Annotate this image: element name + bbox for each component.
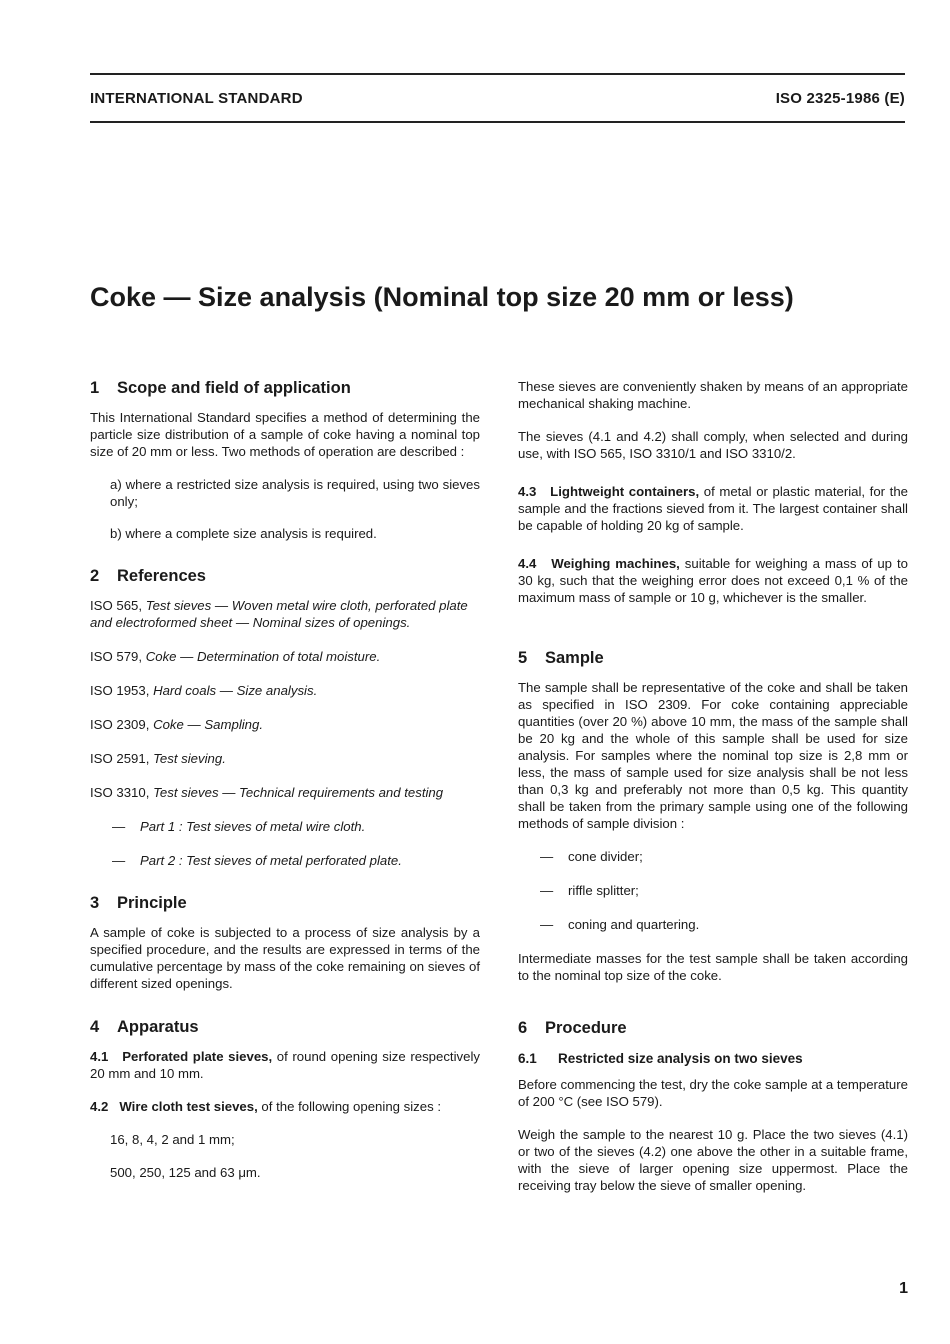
header-rule (90, 121, 905, 123)
compliance-paragraph: The sieves (4.1 and 4.2) shall comply, when selected and during use, with ISO 565, ISO 3310/1 and ISO 3310/2. (518, 429, 908, 461)
reference-iso579: ISO 579, Coke — Determination of total moisture. (90, 649, 381, 664)
section-title: References (117, 567, 206, 585)
section-title: Scope and field of application (117, 379, 351, 397)
sample-method-3: — coning and quartering. (540, 917, 700, 932)
sieve-sizes-um: 500, 250, 125 and 63 μm. (110, 1165, 261, 1180)
reference-iso565: ISO 565, Test sieves — Woven metal wire cloth, perforated plate and electroformed sheet — Nominal sizes of openings. (90, 598, 468, 630)
section-1-heading (90, 378, 480, 398)
principle-paragraph: A sample of coke is subjected to a process of size analysis by a specified procedure, and the results are expressed in terms of the cumulative percentage by mass of the coke remaining on sieves of different sized openings. (90, 925, 480, 991)
intermediate-masses-paragraph: Intermediate masses for the test sample shall be taken according to the nominal top size of the coke. (518, 951, 908, 983)
header-standard-label: INTERNATIONAL STANDARD (90, 90, 303, 107)
subsection-6-1-heading: 6.1 Restricted size analysis on two sieves (518, 1051, 803, 1066)
section-number: 6 (518, 1019, 528, 1037)
section-number: 5 (518, 649, 528, 667)
left-column (90, 378, 480, 1197)
scope-item-a: a) where a restricted size analysis is required, using two sieves only; (110, 477, 480, 509)
section-5-heading (518, 648, 908, 668)
sample-method-1: — cone divider; (540, 849, 643, 864)
scope-item-b: b) where a complete size analysis is required. (110, 526, 377, 541)
section-number: 4 (90, 1018, 100, 1036)
header-standard-number: ISO 2325-1986 (E) (775, 90, 905, 107)
shaking-paragraph: These sieves are conveniently shaken by means of an appropriate mechanical shaking machine. (518, 379, 908, 411)
section-title: Procedure (545, 1019, 627, 1037)
apparatus-item-4-3: 4.3 Lightweight containers, of metal or plastic material, for the sample and the fractions sieved from it. The largest container shall be capable of holding 20 kg of sample. (518, 484, 909, 533)
section-title: Principle (117, 894, 187, 912)
section-number: 2 (90, 567, 100, 585)
apparatus-item-4-4: 4.4 Weighing machines, suitable for weighing a mass of up to 30 kg, such that the weighing error does not exceed 0,1 % of the maximum mass of sample or 10 g, whichever is the smaller. (518, 556, 908, 605)
page-number: 1 (899, 1280, 908, 1297)
document-title: Coke — Size analysis (Nominal top size 20 mm or less) (90, 282, 794, 312)
procedure-weighing-paragraph: Weigh the sample to the nearest 10 g. Place the two sieves (4.1) or two of the sieves (4.2) one above the other in a suitable frame, with the sieve of larger opening size uppermost. Place the receiving tray below the sieve of smaller opening. (518, 1127, 908, 1193)
section-6-heading (518, 1018, 908, 1038)
section-2-heading (90, 566, 480, 586)
procedure-drying-paragraph: Before commencing the test, dry the coke sample at a temperature of 200 °C (see ISO 579). (518, 1077, 908, 1109)
section-number: 1 (90, 379, 100, 397)
sample-paragraph: The sample shall be representative of the coke and shall be taken as specified in ISO 2309. For coke containing appreciable quantities (over 20 %) above 10 mm, the mass of the sample shall be 20 kg and the whole of this sample shall be used for size analysis. For samples where the nominal top size is 2,8 mm or less, the mass of sample used for size analysis shall be not less than 0,3 kg and preferably not more than 0,5 kg. This quantity shall be taken from the primary sample using one of the following methods of sample division : (518, 680, 908, 831)
top-rule (90, 73, 905, 75)
section-title: Sample (545, 649, 604, 667)
section-number: 3 (90, 894, 100, 912)
apparatus-item-4-1: 4.1 Perforated plate sieves, of round opening size respectively 20 mm and 10 mm. (90, 1049, 480, 1081)
sample-method-2: — riffle splitter; (540, 883, 639, 898)
reference-iso3310: ISO 3310, Test sieves — Technical requirements and testing (90, 785, 444, 800)
apparatus-item-4-2: 4.2 Wire cloth test sieves, of the following opening sizes : (90, 1099, 442, 1114)
right-column (518, 378, 908, 1210)
reference-part-2: — Part 2 : Test sieves of metal perforated plate. (112, 853, 402, 868)
reference-iso2309: ISO 2309, Coke — Sampling. (90, 717, 264, 732)
reference-iso2591: ISO 2591, Test sieving. (90, 751, 226, 766)
section-title: Apparatus (117, 1018, 199, 1036)
reference-part-1: — Part 1 : Test sieves of metal wire cloth. (112, 819, 366, 834)
section-3-heading (90, 893, 480, 913)
section-4-heading (90, 1017, 480, 1037)
reference-iso1953: ISO 1953, Hard coals — Size analysis. (90, 683, 318, 698)
scope-paragraph: This International Standard specifies a method of determining the particle size distribution of a sample of coke having a nominal top size of 20 mm or less. Two methods of operation are described : (90, 410, 480, 459)
sieve-sizes-mm: 16, 8, 4, 2 and 1 mm; (110, 1132, 235, 1147)
